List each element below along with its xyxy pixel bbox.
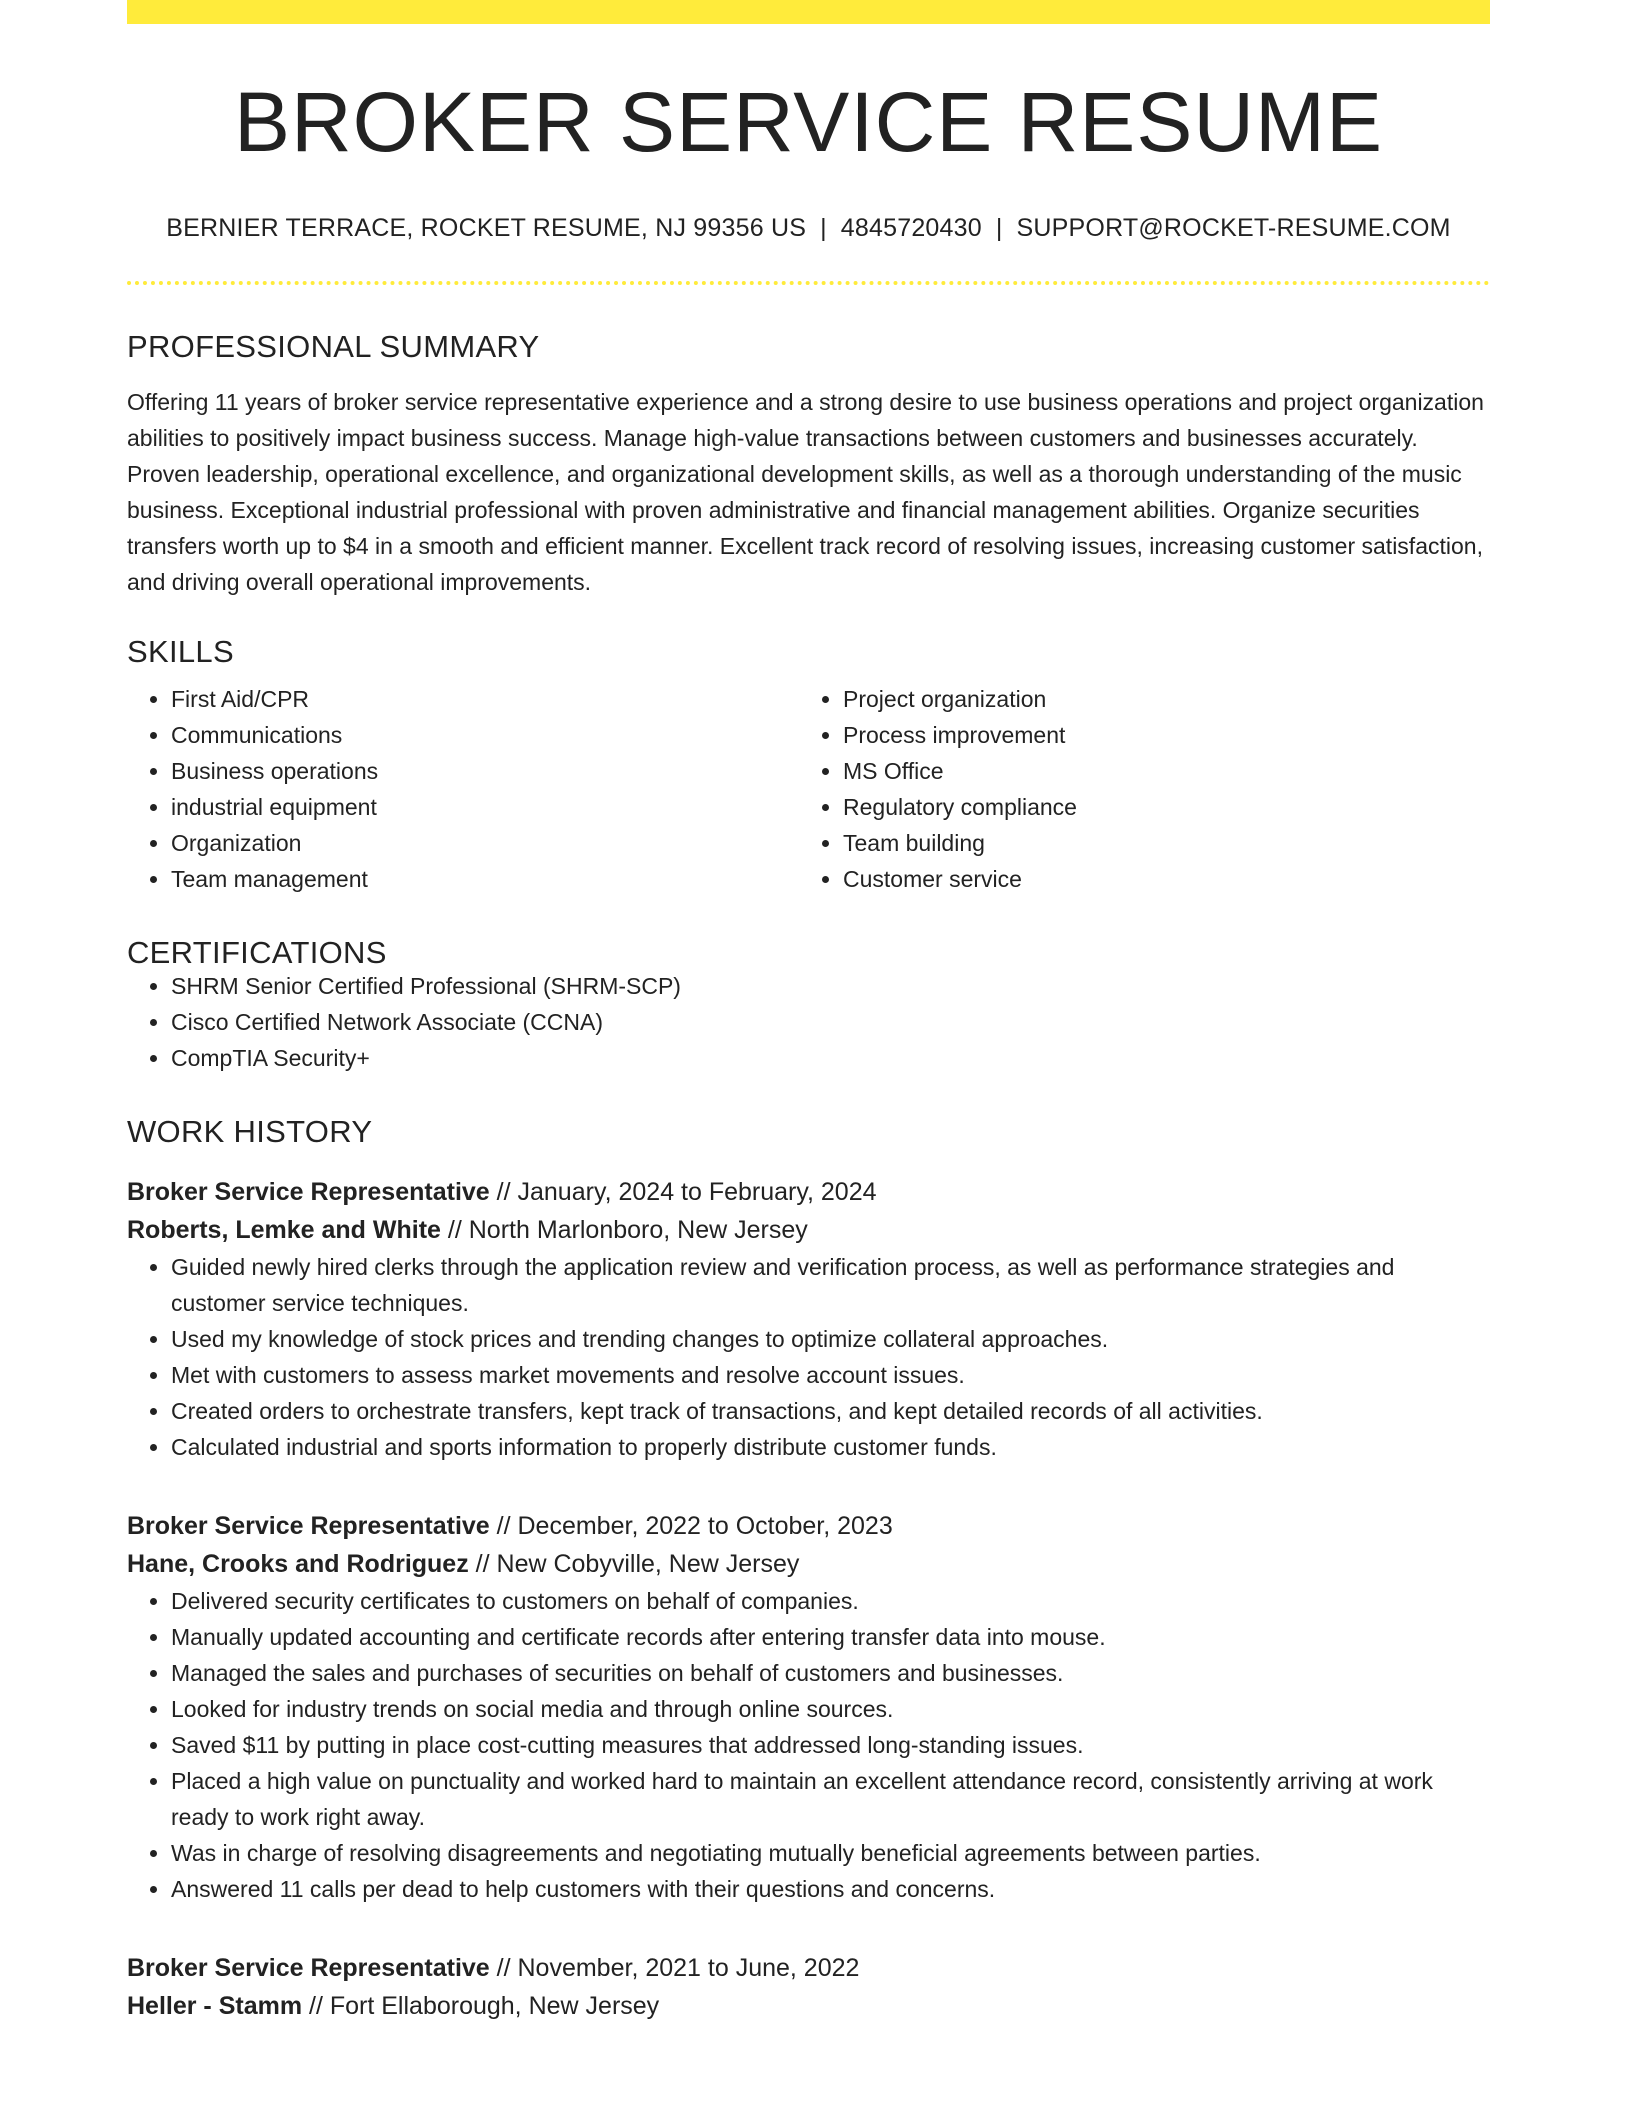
contact-separator: | [820, 214, 827, 242]
job-title-line [127, 1173, 1490, 1211]
skills-grid [127, 681, 1490, 897]
job-divider: // [468, 1550, 497, 1578]
job-divider: // [440, 1216, 469, 1244]
job-bullet: • Guided newly hired clerks through the application review and verification process, as well as performance strategies and customer service techniques. [171, 1249, 1490, 1321]
job-divider: // [489, 1178, 518, 1206]
job-bullet: • Met with customers to assess market movements and resolve account issues. [171, 1357, 1490, 1393]
job-title: Broker Service Representative [127, 1178, 490, 1206]
job-bullet: • Was in charge of resolving disagreements and negotiating mutually beneficial agreements between parties. [171, 1835, 1490, 1871]
job-divider: // [302, 1992, 330, 2020]
job-bullet: • Saved $11 by putting in place cost-cutting measures that addressed long-standing issues. [171, 1727, 1490, 1763]
certification-item: • Cisco Certified Network Associate (CCNA) [171, 1004, 1490, 1040]
job-dates: January, 2024 to February, 2024 [517, 1178, 877, 1206]
certifications-list [127, 968, 1490, 1076]
certifications-heading: CERTIFICATIONS [127, 935, 387, 970]
job-location: New Cobyville, New Jersey [496, 1550, 800, 1578]
work-history-heading: WORK HISTORY [127, 1114, 373, 1149]
resume-page [127, 0, 1490, 2025]
job-divider: // [489, 1954, 518, 1982]
job-company: Roberts, Lemke and White [127, 1216, 441, 1244]
job-dates: November, 2021 to June, 2022 [517, 1954, 860, 1982]
skill-item: • Business operations [171, 753, 799, 789]
contact-separator: | [995, 214, 1003, 242]
skill-item: • Process improvement [843, 717, 1471, 753]
job-bullet-list [127, 1249, 1490, 1465]
job-bullet: • Manually updated accounting and certificate records after entering transfer data into mouse. [171, 1619, 1490, 1655]
job-entry [127, 1507, 1490, 1907]
job-bullet: • Used my knowledge of stock prices and trending changes to optimize collateral approaches. [171, 1321, 1490, 1357]
contact-phone: 4845720430 [840, 214, 982, 242]
job-bullet: • Placed a high value on punctuality and worked hard to maintain an excellent attendance record, consistently arriving at work ready to work right away. [171, 1763, 1490, 1835]
job-company: Hane, Crooks and Rodriguez [127, 1550, 469, 1578]
job-bullet: • Created orders to orchestrate transfers, kept track of transactions, and kept detailed records of all activities. [171, 1393, 1490, 1429]
job-bullet: • Answered 11 calls per dead to help customers with their questions and concerns. [171, 1871, 1490, 1907]
summary-heading: PROFESSIONAL SUMMARY [127, 329, 540, 364]
job-bullet: • Managed the sales and purchases of securities on behalf of customers and businesses. [171, 1655, 1490, 1691]
skill-item: • Customer service [843, 861, 1471, 897]
job-title: Broker Service Representative [127, 1512, 490, 1540]
job-entry [127, 1949, 1490, 2025]
job-bullet-list [127, 1583, 1490, 1907]
skills-column-right [799, 681, 1471, 897]
job-title: Broker Service Representative [127, 1954, 490, 1982]
skill-item: • Organization [171, 825, 799, 861]
skill-item: • Team management [171, 861, 799, 897]
summary-text: Offering 11 years of broker service representative experience and a strong desire to use business operations and project organization abilities to positively impact business success. Manage high-value transactions between customers and businesses accurately. Proven leadership, operational excellence, and organizational development skills, as well as a thorough understanding of the music business. Exceptional industrial professional with proven administrative and financial management abilities. Organize securities transfers worth up to $4 in a smooth and efficient manner. Excellent track record of resolving issues, increasing customer satisfaction, and driving overall operational improvements. [127, 389, 1484, 595]
contact-address: BERNIER TERRACE, ROCKET RESUME, NJ 99356 US [166, 214, 807, 242]
job-bullet: • Delivered security certificates to customers on behalf of companies. [171, 1583, 1490, 1619]
contact-line [127, 214, 1490, 243]
skill-item: • Team building [843, 825, 1471, 861]
job-location: North Marlonboro, New Jersey [468, 1216, 808, 1244]
job-location: Fort Ellaborough, New Jersey [329, 1992, 660, 2020]
job-company-line [127, 1987, 1490, 2025]
job-entry [127, 1173, 1490, 1465]
skill-item: • industrial equipment [171, 789, 799, 825]
job-dates: December, 2022 to October, 2023 [517, 1512, 893, 1540]
job-divider: // [489, 1512, 518, 1540]
job-bullet: • Looked for industry trends on social media and through online sources. [171, 1691, 1490, 1727]
skill-item: • MS Office [843, 753, 1471, 789]
job-company: Heller - Stamm [127, 1992, 303, 2020]
certification-item: • CompTIA Security+ [171, 1040, 1490, 1076]
accent-top-bar [127, 0, 1490, 24]
skill-item: • Project organization [843, 681, 1471, 717]
job-bullet: • Calculated industrial and sports information to properly distribute customer funds. [171, 1429, 1490, 1465]
certification-item: • SHRM Senior Certified Professional (SHRM-SCP) [171, 968, 1490, 1004]
contact-email: SUPPORT@ROCKET-RESUME.COM [1016, 214, 1451, 242]
skill-item: • First Aid/CPR [171, 681, 799, 717]
skill-item: • Regulatory compliance [843, 789, 1471, 825]
skills-column-left [127, 681, 799, 897]
job-company-line [127, 1211, 1490, 1249]
job-title-line [127, 1507, 1490, 1545]
resume-title: BROKER SERVICE RESUME [233, 75, 1384, 169]
dotted-divider [127, 281, 1490, 285]
job-company-line [127, 1545, 1490, 1583]
skills-heading: SKILLS [127, 634, 234, 669]
job-title-line [127, 1949, 1490, 1987]
skill-item: • Communications [171, 717, 799, 753]
